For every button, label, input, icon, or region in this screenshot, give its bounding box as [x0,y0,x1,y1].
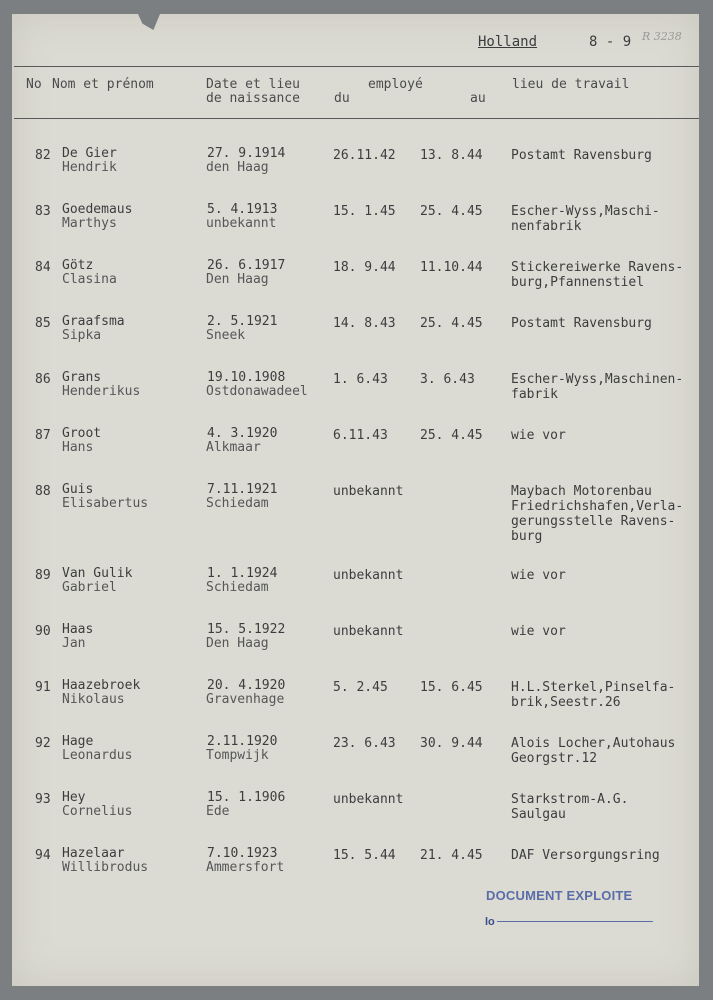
employed-to: 11.10.44 [420,260,483,275]
employed-from: 6.11.43 [333,428,388,443]
firstname: Hendrik [62,160,117,175]
firstname: Elisabertus [62,496,149,511]
birth-date: 5. 4.1913 [207,202,278,217]
row-number: 85 [35,316,51,331]
stamp-signature-line [497,921,653,922]
firstname: Nikolaus [62,692,125,707]
surname: Hazelaar [62,846,125,861]
birth-date: 7.11.1921 [207,482,278,497]
birth-date: 26. 6.1917 [207,258,286,273]
row-number: 90 [35,624,51,639]
workplace-line: wie vor [511,624,566,639]
workplace-line: burg [511,529,543,544]
employed-from: unbekannt [333,624,404,639]
employed-to: 30. 9.44 [420,736,483,751]
workplace-line: brik,Seestr.26 [511,695,621,710]
surname: Graafsma [62,314,125,329]
col-header-workplace: lieu de travail [512,77,630,92]
surname: Götz [62,258,94,273]
country-heading: Holland [478,34,538,50]
employed-from: unbekannt [333,792,404,807]
workplace-line: Friedrichshafen,Verla- [511,499,684,514]
col-header-name: Nom et prénom [52,77,154,92]
header-top-rule [14,66,699,67]
birth-place: Ede [206,804,230,819]
workplace-line: Starkstrom-A.G. [511,792,629,807]
employed-to: 15. 6.45 [420,680,483,695]
row-number: 93 [35,792,51,807]
employed-to: 21. 4.45 [420,848,483,863]
surname: Grans [62,370,102,385]
workplace-line: Alois Locher,Autohaus [511,736,676,751]
exploited-stamp: DOCUMENT EXPLOITE [486,888,633,903]
workplace-line: Stickereiwerke Ravens- [511,260,684,275]
workplace-line: gerungsstelle Ravens- [511,514,676,529]
col-header-to: au [470,91,486,106]
firstname: Clasina [62,272,117,287]
employed-from: 26.11.42 [333,148,396,163]
surname: Groot [62,426,102,441]
employed-from: unbekannt [333,568,404,583]
workplace-line: Escher-Wyss,Maschi- [511,204,660,219]
header-bottom-rule [14,118,699,119]
workplace-line: Postamt Ravensburg [511,316,652,331]
workplace-line: H.L.Sterkel,Pinselfa- [511,680,676,695]
firstname: Leonardus [62,748,133,763]
birth-date: 2.11.1920 [207,734,278,749]
birth-date: 15. 5.1922 [207,622,286,637]
employed-from: 5. 2.45 [333,680,388,695]
col-header-employed: employé [368,77,423,92]
birth-place: Schiedam [206,580,269,595]
birth-place: unbekannt [206,216,277,231]
birth-place: Den Haag [206,636,269,651]
birth-place: den Haag [206,160,269,175]
birth-place: Alkmaar [206,440,261,455]
employed-to: 3. 6.43 [420,372,475,387]
workplace-line: burg,Pfannenstiel [511,275,645,290]
birth-place: Sneek [206,328,246,343]
employed-to: 13. 8.44 [420,148,483,163]
firstname: Henderikus [62,384,141,399]
birth-date: 4. 3.1920 [207,426,278,441]
birth-date: 7.10.1923 [207,846,278,861]
surname: De Gier [62,146,117,161]
page-number: 8 - 9 [589,34,632,50]
birth-place: Ostdonawadeel [206,384,308,399]
firstname: Hans [62,440,94,455]
employed-from: 23. 6.43 [333,736,396,751]
row-number: 87 [35,428,51,443]
stamp-initials: lo [485,916,495,928]
employed-to: 25. 4.45 [420,204,483,219]
workplace-line: Postamt Ravensburg [511,148,652,163]
row-number: 88 [35,484,51,499]
birth-date: 19.10.1908 [207,370,286,385]
employed-from: 1. 6.43 [333,372,388,387]
col-header-no: No [26,77,42,92]
employed-to: 25. 4.45 [420,428,483,443]
birth-place: Ammersfort [206,860,285,875]
workplace-line: Escher-Wyss,Maschinen- [511,372,684,387]
employed-from: 18. 9.44 [333,260,396,275]
workplace-line: Georgstr.12 [511,751,598,766]
row-number: 84 [35,260,51,275]
employed-from: 15. 1.45 [333,204,396,219]
workplace-line: fabrik [511,387,558,402]
employed-from: unbekannt [333,484,404,499]
firstname: Marthys [62,216,117,231]
surname: Hage [62,734,94,749]
workplace-line: DAF Versorgungsring [511,848,660,863]
employed-to: 25. 4.45 [420,316,483,331]
birth-date: 27. 9.1914 [207,146,286,161]
birth-date: 1. 1.1924 [207,566,278,581]
birth-date: 20. 4.1920 [207,678,286,693]
row-number: 94 [35,848,51,863]
surname: Haazebroek [62,678,141,693]
surname: Haas [62,622,94,637]
workplace-line: wie vor [511,428,566,443]
workplace-line: Maybach Motorenbau [511,484,652,499]
birth-place: Gravenhage [206,692,285,707]
firstname: Jan [62,636,86,651]
col-header-birth-2: de naissance [206,91,300,106]
col-header-from: du [334,91,350,106]
firstname: Willibrodus [62,860,149,875]
row-number: 82 [35,148,51,163]
row-number: 92 [35,736,51,751]
col-header-birth-1: Date et lieu [206,77,300,92]
row-number: 91 [35,680,51,695]
employed-from: 15. 5.44 [333,848,396,863]
firstname: Sipka [62,328,102,343]
birth-place: Den Haag [206,272,269,287]
surname: Hey [62,790,86,805]
row-number: 86 [35,372,51,387]
surname: Guis [62,482,94,497]
firstname: Cornelius [62,804,133,819]
row-number: 89 [35,568,51,583]
employed-from: 14. 8.43 [333,316,396,331]
workplace-line: wie vor [511,568,566,583]
workplace-line: Saulgau [511,807,566,822]
birth-date: 15. 1.1906 [207,790,286,805]
birth-place: Schiedam [206,496,269,511]
firstname: Gabriel [62,580,117,595]
row-number: 83 [35,204,51,219]
workplace-line: nenfabrik [511,219,582,234]
surname: Van Gulik [62,566,133,581]
surname: Goedemaus [62,202,133,217]
archive-reference: R 3238 [642,30,682,43]
birth-date: 2. 5.1921 [207,314,278,329]
birth-place: Tompwijk [206,748,269,763]
